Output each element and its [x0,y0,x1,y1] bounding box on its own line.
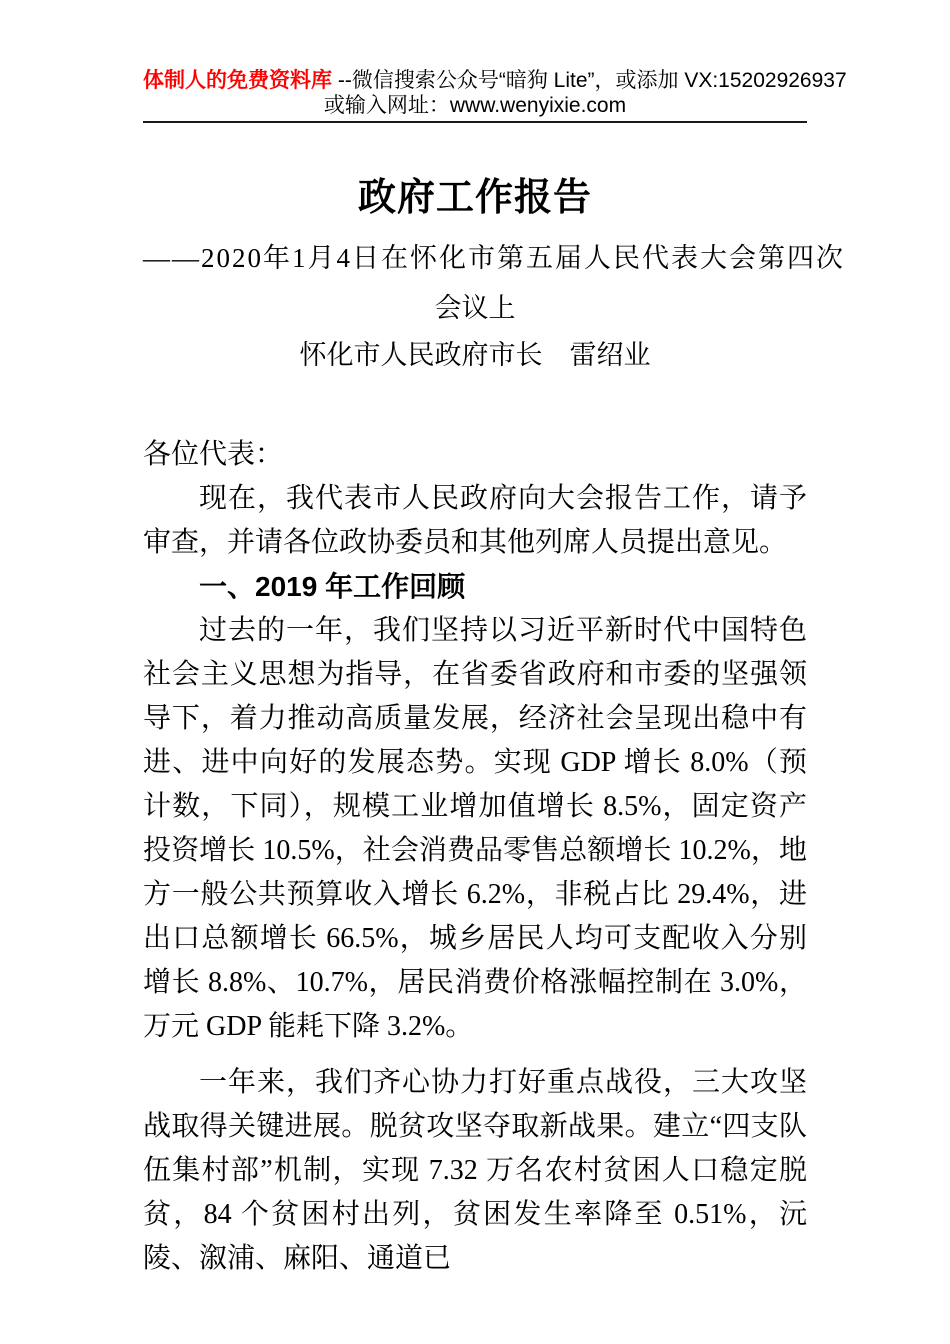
subtitle-line-1: ——2020年1月4日在怀化市第五届人民代表大会第四次 [143,243,845,273]
brand-text: 体制人的免费资料库 [143,69,332,92]
para-battles: 一年来，我们齐心协力打好重点战役，三大攻坚战取得关键进展。脱贫攻坚夺取新战果。建立“四支队伍集村部”机制，实现 7.32 万名农村贫困人口稳定脱贫，84 个贫困村出列，贫困发生率降至 0.51%，沅陵、溆浦、麻阳、通道已 [143,1067,807,1274]
document-title: 政府工作报告 [357,177,592,219]
header-promo-line [143,68,847,93]
report-text [143,433,807,1281]
para-review: 过去的一年，我们坚持以习近平新时代中国特色社会主义思想为指导，在省委省政府和市委的坚强领导下，着力推动高质量发展，经济社会呈现出稳中有进、进中向好的发展态势。实现 GDP 增长 8.0%（预计数，下同），规模工业增加值增长 8.5%，固定资产投资增长 10.5%，社会消费品零售总额增长 10.2%，地方一般公共预算收入增长 6.2%，非税占比 29.4%，进出口总额增长 66.5%，城乡居民人均可支配收入分别增长 8.8%、10.7%，居民消费价格涨幅控制在 3.0%，万元 GDP 能耗下降 3.2%。 [143,615,807,1042]
site-header [143,0,847,123]
byline: 怀化市人民政府市长 雷绍业 [299,340,651,370]
document-body [143,175,845,1281]
subtitle-line-2: 会议上 [434,293,516,323]
header-contact-text: --微信搜索公众号“暗狗 Lite”，或添加 VX:15202926937 [332,69,847,92]
document-subtitle [143,233,845,333]
salutation: 各位代表： [143,439,284,470]
header-url-line: 或输入网址：www.wenyixie.com [323,94,627,117]
para-intro: 现在，我代表市人民政府向大会报告工作，请予审查，并请各位政协委员和其他列席人员提出意见。 [143,483,807,558]
section-heading-2019-review: 一、2019 年工作回顾 [199,571,466,602]
